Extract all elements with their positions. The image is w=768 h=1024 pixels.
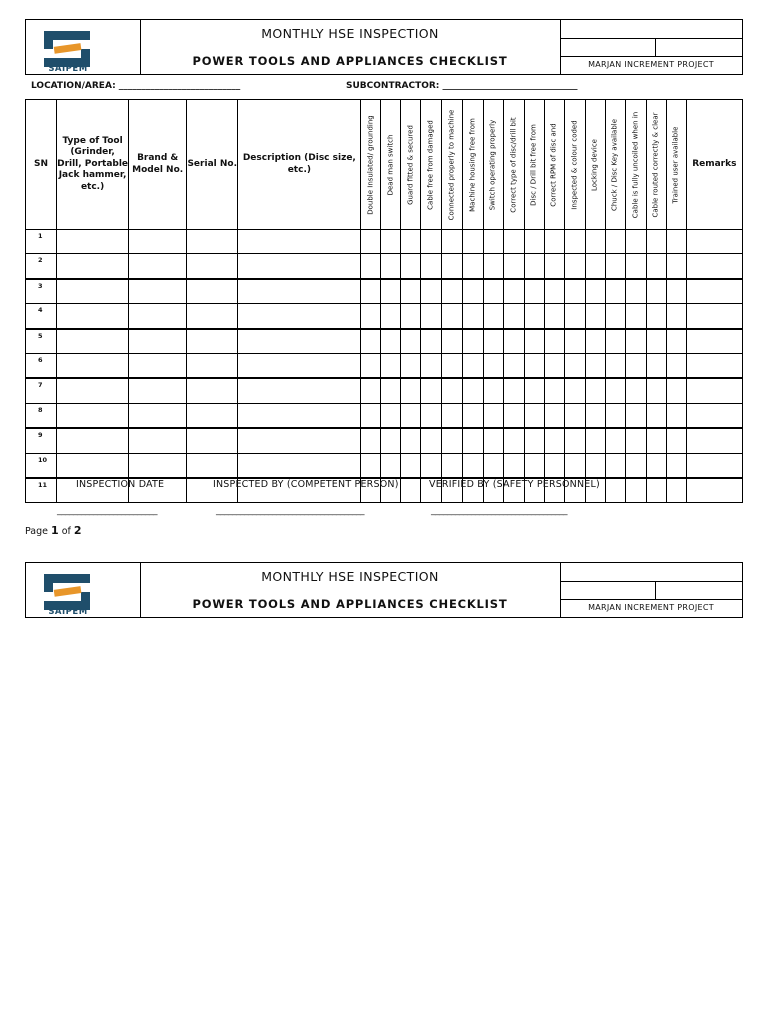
table-cell[interactable] — [564, 403, 585, 428]
table-cell[interactable] — [57, 403, 129, 428]
table-cell[interactable] — [625, 378, 646, 403]
col-check: Locking device — [585, 100, 605, 230]
table-cell[interactable] — [483, 304, 503, 329]
table-cell[interactable] — [238, 230, 361, 254]
table-cell[interactable] — [605, 403, 625, 428]
table-cell[interactable] — [381, 428, 401, 453]
form-subtitle: POWER TOOLS AND APPLIANCES CHECKLIST — [192, 597, 508, 611]
inspected-by-label: INSPECTED BY (COMPETENT PERSON) — [213, 479, 399, 490]
form-title: MONTHLY HSE INSPECTION — [261, 26, 439, 41]
col-serial: Serial No. — [187, 100, 238, 230]
table-header-row — [26, 100, 743, 230]
table-cell[interactable] — [666, 378, 686, 403]
table-cell[interactable] — [421, 453, 442, 478]
table-cell[interactable] — [524, 378, 544, 403]
table-cell[interactable] — [605, 453, 625, 478]
table-cell[interactable] — [187, 378, 238, 403]
table-cell[interactable] — [666, 428, 686, 453]
row-sn: 6 — [26, 353, 57, 378]
table-cell[interactable] — [666, 403, 686, 428]
table-cell[interactable] — [187, 230, 238, 254]
table-cell[interactable] — [187, 353, 238, 378]
table-cell[interactable] — [686, 378, 742, 403]
col-check: Correct type of disc/drill bit — [503, 100, 524, 230]
table-cell[interactable] — [503, 254, 524, 279]
project-name: MARJAN INCREMENT PROJECT — [588, 603, 714, 612]
table-cell[interactable] — [585, 230, 605, 254]
table-cell[interactable] — [666, 254, 686, 279]
table-cell[interactable] — [401, 403, 421, 428]
table-row — [26, 304, 743, 329]
table-cell[interactable] — [238, 453, 361, 478]
page-number: Page 1 of 2 — [25, 524, 82, 537]
col-check: Connected properly to machine — [442, 100, 462, 230]
table-cell[interactable] — [57, 453, 129, 478]
table-cell[interactable] — [187, 453, 238, 478]
table-cell[interactable] — [483, 378, 503, 403]
table-row — [26, 428, 743, 453]
table-cell[interactable] — [564, 279, 585, 304]
table-cell[interactable] — [238, 254, 361, 279]
table-cell[interactable] — [381, 353, 401, 378]
table-cell[interactable] — [564, 254, 585, 279]
table-cell[interactable] — [564, 378, 585, 403]
table-cell[interactable] — [187, 403, 238, 428]
col-check: Cable free from damaged — [421, 100, 442, 230]
table-cell[interactable] — [666, 329, 686, 354]
table-cell[interactable] — [421, 403, 442, 428]
col-check: Disc / Drill bit free from — [524, 100, 544, 230]
table-cell[interactable] — [503, 279, 524, 304]
table-cell[interactable] — [129, 378, 187, 403]
row-sn: 4 — [26, 304, 57, 329]
table-cell[interactable] — [666, 304, 686, 329]
table-cell[interactable] — [442, 403, 462, 428]
table-cell[interactable] — [401, 453, 421, 478]
table-cell[interactable] — [483, 279, 503, 304]
table-cell[interactable] — [483, 403, 503, 428]
table-cell[interactable] — [544, 230, 564, 254]
table-cell[interactable] — [442, 453, 462, 478]
table-cell[interactable] — [57, 428, 129, 453]
col-check: Machine housing free from — [462, 100, 483, 230]
table-cell[interactable] — [129, 453, 187, 478]
row-sn: 10 — [26, 453, 57, 478]
table-cell[interactable] — [646, 478, 666, 503]
col-check: Double Insulated/ grounding — [361, 100, 381, 230]
table-cell[interactable] — [238, 378, 361, 403]
table-cell[interactable] — [483, 329, 503, 354]
form-subtitle: POWER TOOLS AND APPLIANCES CHECKLIST — [192, 54, 508, 68]
table-cell[interactable] — [625, 478, 646, 503]
table-cell[interactable] — [666, 453, 686, 478]
table-cell[interactable] — [524, 304, 544, 329]
table-cell[interactable] — [544, 353, 564, 378]
table-cell[interactable] — [605, 353, 625, 378]
table-cell[interactable] — [129, 403, 187, 428]
table-cell[interactable] — [605, 329, 625, 354]
table-cell[interactable] — [361, 378, 381, 403]
table-cell[interactable] — [462, 279, 483, 304]
table-cell[interactable] — [625, 329, 646, 354]
table-cell[interactable] — [646, 378, 666, 403]
table-cell[interactable] — [238, 279, 361, 304]
doc-info-cell — [560, 20, 742, 74]
table-cell[interactable] — [524, 453, 544, 478]
table-cell[interactable] — [57, 329, 129, 354]
col-brand: Brand & Model No. — [129, 100, 187, 230]
table-cell[interactable] — [462, 453, 483, 478]
table-cell[interactable] — [421, 329, 442, 354]
row-sn: 1 — [26, 230, 57, 254]
table-cell[interactable] — [605, 230, 625, 254]
table-cell[interactable] — [462, 428, 483, 453]
table-cell[interactable] — [129, 353, 187, 378]
table-cell[interactable] — [605, 428, 625, 453]
table-cell[interactable] — [686, 428, 742, 453]
table-cell[interactable] — [401, 279, 421, 304]
table-cell[interactable] — [187, 254, 238, 279]
table-cell[interactable] — [57, 279, 129, 304]
table-row — [26, 279, 743, 304]
table-cell[interactable] — [544, 279, 564, 304]
table-cell[interactable] — [503, 329, 524, 354]
row-sn: 9 — [26, 428, 57, 453]
table-cell[interactable] — [129, 279, 187, 304]
table-cell[interactable] — [462, 254, 483, 279]
table-cell[interactable] — [381, 279, 401, 304]
table-cell[interactable] — [605, 478, 625, 503]
col-check: Trained user available — [666, 100, 686, 230]
table-cell[interactable] — [57, 230, 129, 254]
table-cell[interactable] — [381, 453, 401, 478]
table-cell[interactable] — [361, 428, 381, 453]
table-cell[interactable] — [503, 428, 524, 453]
table-cell[interactable] — [462, 230, 483, 254]
table-cell[interactable] — [361, 453, 381, 478]
table-cell[interactable] — [401, 304, 421, 329]
table-cell[interactable] — [462, 378, 483, 403]
location-field[interactable]: LOCATION/AREA: ___________________________ — [31, 81, 241, 91]
table-cell[interactable] — [585, 254, 605, 279]
col-type: Type of Tool (Grinder, Drill, Portable Jack hammer, etc.) — [57, 100, 129, 230]
table-cell[interactable] — [585, 279, 605, 304]
col-remarks: Remarks — [686, 100, 742, 230]
inspection-date-line[interactable]: _________________________ — [57, 506, 157, 516]
table-cell[interactable] — [187, 428, 238, 453]
table-cell[interactable] — [483, 453, 503, 478]
table-cell[interactable] — [625, 230, 646, 254]
checklist-table — [25, 99, 743, 503]
table-cell[interactable] — [646, 230, 666, 254]
table-cell[interactable] — [187, 304, 238, 329]
table-cell[interactable] — [544, 304, 564, 329]
table-cell[interactable] — [442, 329, 462, 354]
table-cell[interactable] — [585, 453, 605, 478]
table-cell[interactable] — [524, 403, 544, 428]
table-cell[interactable] — [57, 304, 129, 329]
table-cell[interactable] — [421, 378, 442, 403]
table-cell[interactable] — [442, 353, 462, 378]
table-cell[interactable] — [401, 428, 421, 453]
table-cell[interactable] — [442, 254, 462, 279]
table-cell[interactable] — [421, 353, 442, 378]
table-cell[interactable] — [625, 254, 646, 279]
table-cell[interactable] — [605, 254, 625, 279]
table-cell[interactable] — [421, 254, 442, 279]
table-cell[interactable] — [503, 304, 524, 329]
table-cell[interactable] — [361, 353, 381, 378]
row-sn: 3 — [26, 279, 57, 304]
table-cell[interactable] — [544, 403, 564, 428]
table-cell[interactable] — [442, 378, 462, 403]
table-cell[interactable] — [238, 403, 361, 428]
col-check: Cable is fully uncoiled when in — [625, 100, 646, 230]
table-cell[interactable] — [585, 353, 605, 378]
table-cell[interactable] — [646, 254, 666, 279]
row-sn: 2 — [26, 254, 57, 279]
table-cell[interactable] — [686, 329, 742, 354]
table-cell[interactable] — [442, 428, 462, 453]
row-sn: 5 — [26, 329, 57, 354]
form-header-page2 — [25, 562, 743, 618]
table-cell[interactable] — [524, 428, 544, 453]
table-cell[interactable] — [462, 403, 483, 428]
table-row — [26, 329, 743, 354]
table-cell[interactable] — [564, 304, 585, 329]
table-cell[interactable] — [503, 230, 524, 254]
table-cell[interactable] — [381, 403, 401, 428]
table-cell[interactable] — [646, 353, 666, 378]
col-check: Chuck / Disc Key available — [605, 100, 625, 230]
table-row — [26, 353, 743, 378]
table-cell[interactable] — [442, 304, 462, 329]
table-cell[interactable] — [57, 353, 129, 378]
table-cell[interactable] — [686, 230, 742, 254]
table-cell[interactable] — [666, 353, 686, 378]
logo-cell — [26, 563, 141, 617]
table-cell[interactable] — [564, 230, 585, 254]
table-cell[interactable] — [381, 304, 401, 329]
logo-cell — [26, 20, 141, 74]
table-cell[interactable] — [585, 304, 605, 329]
table-cell[interactable] — [666, 478, 686, 503]
table-cell[interactable] — [421, 279, 442, 304]
title-cell — [140, 563, 561, 617]
table-cell[interactable] — [483, 353, 503, 378]
table-cell[interactable] — [666, 230, 686, 254]
table-cell[interactable] — [625, 304, 646, 329]
table-cell[interactable] — [625, 353, 646, 378]
table-row — [26, 254, 743, 279]
table-cell[interactable] — [686, 453, 742, 478]
table-cell[interactable] — [381, 254, 401, 279]
table-cell[interactable] — [585, 329, 605, 354]
table-cell[interactable] — [483, 230, 503, 254]
table-cell[interactable] — [686, 254, 742, 279]
doc-info-cell — [560, 563, 742, 617]
table-cell[interactable] — [187, 329, 238, 354]
table-cell[interactable] — [401, 478, 421, 503]
table-cell[interactable] — [503, 378, 524, 403]
table-cell[interactable] — [462, 329, 483, 354]
verified-by-label: VERIFIED BY (SAFETY PERSONNEL) — [429, 479, 600, 490]
table-cell[interactable] — [605, 304, 625, 329]
table-cell[interactable] — [238, 428, 361, 453]
form-header — [25, 19, 743, 75]
table-cell[interactable] — [361, 403, 381, 428]
verified-by-line[interactable]: __________________________________ — [431, 506, 567, 516]
col-check: Switch operating properly — [483, 100, 503, 230]
col-sn: SN — [26, 100, 57, 230]
table-cell[interactable] — [544, 453, 564, 478]
table-cell[interactable] — [524, 254, 544, 279]
table-cell[interactable] — [686, 304, 742, 329]
table-cell[interactable] — [544, 329, 564, 354]
table-cell[interactable] — [625, 453, 646, 478]
table-cell[interactable] — [564, 329, 585, 354]
table-cell[interactable] — [129, 230, 187, 254]
table-cell[interactable] — [524, 279, 544, 304]
table-cell[interactable] — [564, 353, 585, 378]
table-cell[interactable] — [585, 428, 605, 453]
table-cell[interactable] — [605, 378, 625, 403]
table-cell[interactable] — [129, 329, 187, 354]
row-sn: 8 — [26, 403, 57, 428]
table-row — [26, 378, 743, 403]
table-row — [26, 403, 743, 428]
table-cell[interactable] — [401, 378, 421, 403]
table-cell[interactable] — [361, 304, 381, 329]
table-cell[interactable] — [564, 428, 585, 453]
table-cell[interactable] — [564, 453, 585, 478]
logo-text: SAIPEM — [48, 64, 88, 74]
table-cell[interactable] — [483, 428, 503, 453]
table-cell[interactable] — [129, 304, 187, 329]
form-title: MONTHLY HSE INSPECTION — [261, 569, 439, 584]
col-check: Dead man switch — [381, 100, 401, 230]
row-sn: 11 — [26, 478, 57, 503]
col-check: Cable routed correctly & clear — [646, 100, 666, 230]
table-cell[interactable] — [605, 279, 625, 304]
table-cell[interactable] — [187, 279, 238, 304]
table-cell[interactable] — [129, 428, 187, 453]
table-cell[interactable] — [401, 329, 421, 354]
table-cell[interactable] — [524, 230, 544, 254]
title-cell — [140, 20, 561, 74]
table-cell[interactable] — [57, 254, 129, 279]
table-cell[interactable] — [686, 279, 742, 304]
table-cell[interactable] — [646, 329, 666, 354]
table-cell[interactable] — [462, 304, 483, 329]
table-cell[interactable] — [503, 403, 524, 428]
project-name: MARJAN INCREMENT PROJECT — [588, 60, 714, 69]
table-cell[interactable] — [421, 230, 442, 254]
table-cell[interactable] — [544, 378, 564, 403]
table-cell[interactable] — [585, 378, 605, 403]
table-cell[interactable] — [544, 254, 564, 279]
col-description: Description (Disc size, etc.) — [238, 100, 361, 230]
table-cell[interactable] — [503, 353, 524, 378]
table-cell[interactable] — [381, 230, 401, 254]
table-cell[interactable] — [462, 353, 483, 378]
table-cell[interactable] — [646, 304, 666, 329]
table-cell[interactable] — [361, 329, 381, 354]
logo-text: SAIPEM — [48, 607, 88, 617]
table-cell[interactable] — [524, 353, 544, 378]
table-cell[interactable] — [544, 428, 564, 453]
table-cell[interactable] — [381, 378, 401, 403]
table-cell[interactable] — [57, 378, 129, 403]
table-cell[interactable] — [361, 279, 381, 304]
row-sn: 7 — [26, 378, 57, 403]
table-cell[interactable] — [129, 254, 187, 279]
table-cell[interactable] — [686, 478, 742, 503]
table-cell[interactable] — [666, 279, 686, 304]
table-cell[interactable] — [401, 254, 421, 279]
table-cell[interactable] — [625, 428, 646, 453]
table-cell[interactable] — [625, 279, 646, 304]
table-cell[interactable] — [646, 279, 666, 304]
table-cell[interactable] — [442, 230, 462, 254]
col-check: Guard fitted & secured — [401, 100, 421, 230]
col-check: Inspected & colour coded — [564, 100, 585, 230]
table-cell[interactable] — [238, 353, 361, 378]
table-cell[interactable] — [421, 428, 442, 453]
inspected-by-line[interactable]: _____________________________________ — [216, 506, 364, 516]
table-cell[interactable] — [625, 403, 646, 428]
inspection-date-label: INSPECTION DATE — [76, 479, 165, 490]
table-cell[interactable] — [401, 230, 421, 254]
subcontractor-field[interactable]: SUBCONTRACTOR: ______________________________ — [346, 81, 578, 91]
table-cell[interactable] — [238, 304, 361, 329]
table-cell[interactable] — [646, 453, 666, 478]
table-cell[interactable] — [238, 329, 361, 354]
table-row — [26, 230, 743, 254]
table-cell[interactable] — [401, 353, 421, 378]
table-cell[interactable] — [421, 304, 442, 329]
table-cell[interactable] — [483, 254, 503, 279]
table-cell[interactable] — [361, 230, 381, 254]
table-cell[interactable] — [585, 403, 605, 428]
col-check: Correct RPM of disc and — [544, 100, 564, 230]
table-cell[interactable] — [646, 403, 666, 428]
table-cell[interactable] — [646, 428, 666, 453]
table-cell[interactable] — [524, 329, 544, 354]
table-cell[interactable] — [361, 254, 381, 279]
table-cell[interactable] — [503, 453, 524, 478]
table-row — [26, 453, 743, 478]
table-cell[interactable] — [686, 403, 742, 428]
table-cell[interactable] — [442, 279, 462, 304]
table-cell[interactable] — [381, 329, 401, 354]
table-cell[interactable] — [686, 353, 742, 378]
